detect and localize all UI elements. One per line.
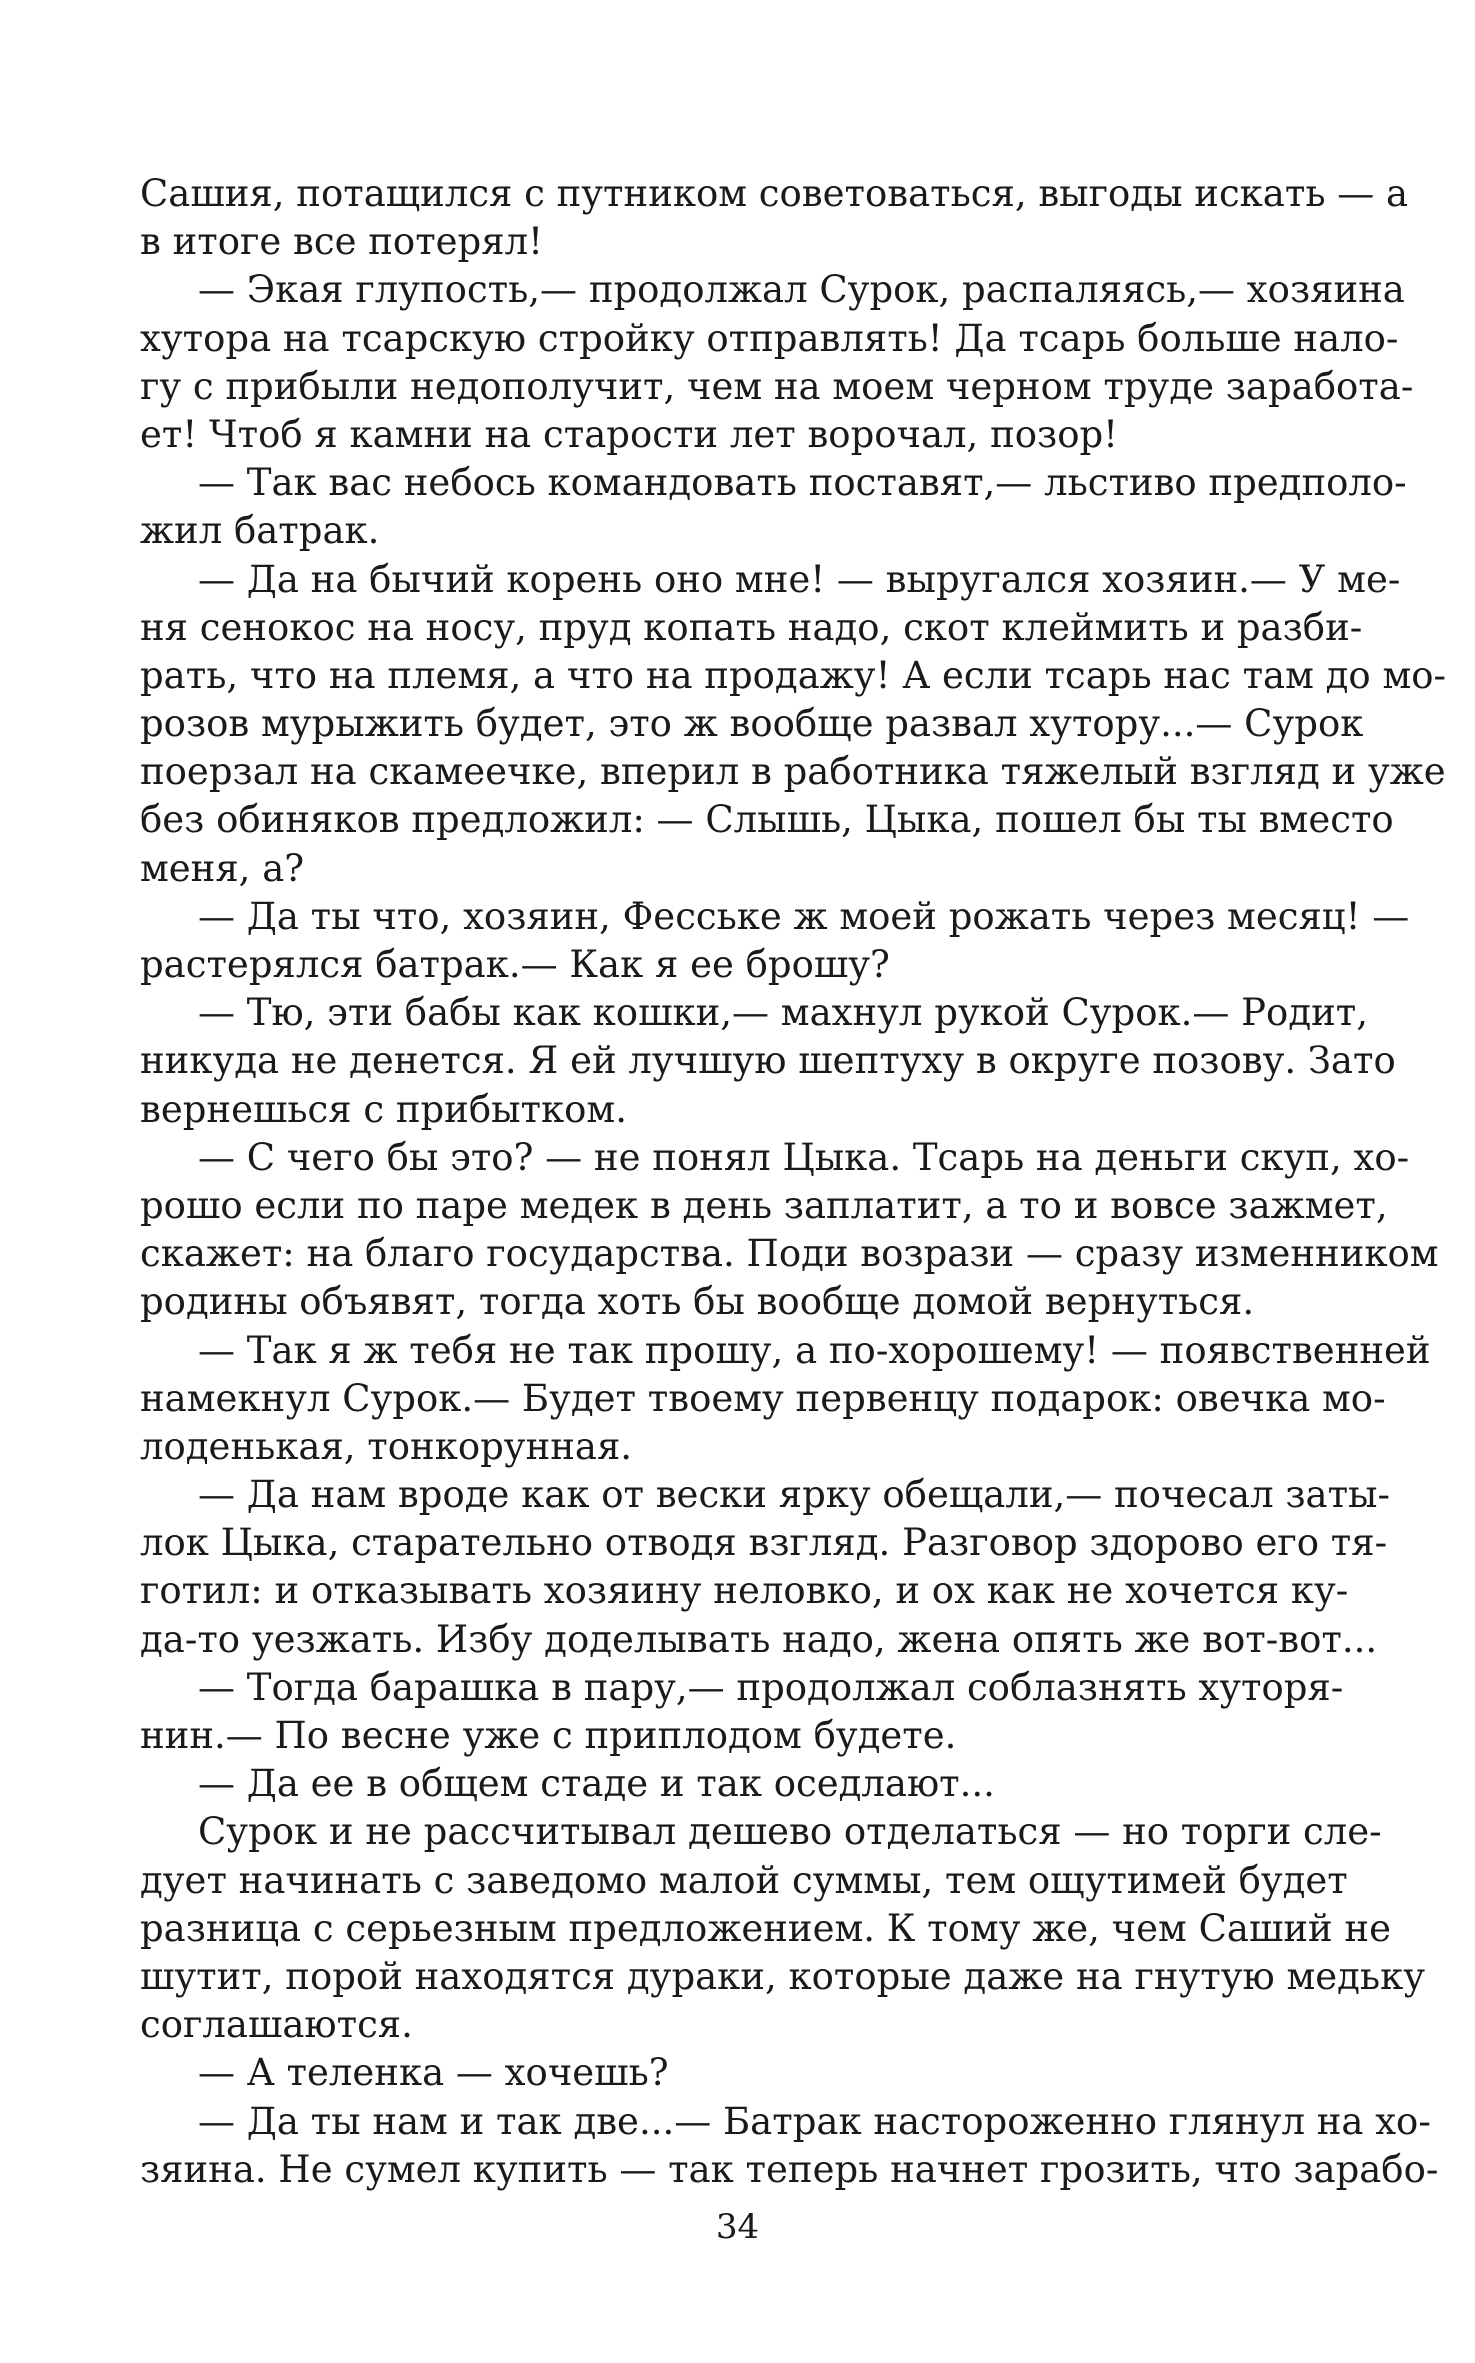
- text-line: меня, а?: [140, 846, 305, 890]
- text-line: — Тю, эти бабы как кошки,— махнул рукой Сурок.— Родит,: [198, 991, 1368, 1035]
- text-line: готил: и отказывать хозяину неловко, и ох как не хочется ку-: [140, 1569, 1349, 1613]
- text-line: рошо если по паре медек в день заплатит, а то и вовсе зажмет,: [140, 1183, 1388, 1227]
- text-line: — Так вас небось командовать поставят,— льстиво предполо-: [198, 461, 1407, 505]
- text-line: ня сенокос на носу, пруд копать надо, скот клеймить и разби-: [140, 605, 1363, 649]
- text-line: скажет: на благо государства. Поди возрази — сразу изменником: [140, 1232, 1439, 1276]
- text-line: растерялся батрак.— Как я ее брошу?: [140, 943, 890, 986]
- text-line: — Да на бычий корень оно мне! — выругался хозяин.— У ме-: [198, 557, 1401, 601]
- text-line: — С чего бы это? — не понял Цыка. Тсарь на деньги скуп, хо-: [198, 1135, 1410, 1179]
- text-line: хутора на тсарскую стройку отправлять! Да тсарь больше нало-: [140, 316, 1399, 360]
- text-line: жил батрак.: [140, 509, 380, 553]
- text-line: дует начинать с заведомо малой суммы, тем ощутимей будет: [140, 1858, 1348, 1902]
- text-line: вернешься с прибытком.: [140, 1087, 627, 1131]
- text-line: в итоге все потерял!: [140, 220, 543, 264]
- text-line: гу с прибыли недополучит, чем на моем черном труде заработа-: [140, 364, 1414, 408]
- text-line: разница с серьезным предложением. К тому же, чем Саший не: [140, 1906, 1391, 1950]
- text-line: намекнул Сурок.— Будет твоему первенцу подарок: овечка мо-: [140, 1376, 1386, 1420]
- text-line: — А теленка — хочешь?: [198, 2051, 669, 2095]
- text-line: рать, что на племя, а что на продажу! А если тсарь нас там до мо-: [140, 653, 1447, 697]
- text-line: — Да ее в общем стаде и так оседлают...: [198, 1762, 995, 1806]
- text-line: — Да ты нам и так две...— Батрак настороженно глянул на хо-: [198, 2099, 1431, 2143]
- text-line: без обиняков предложил: — Слышь, Цыка, пошел бы ты вместо: [140, 798, 1394, 842]
- text-line: да-то уезжать. Избу доделывать надо, жена опять же вот-вот...: [140, 1617, 1378, 1661]
- text-line: Сурок и не рассчитывал дешево отделаться — но торги сле-: [198, 1810, 1382, 1854]
- page-number: 34: [715, 2207, 760, 2247]
- text-line: — Да нам вроде как от вески ярку обещали,— почесал заты-: [198, 1473, 1391, 1517]
- text-line: родины объявят, тогда хоть бы вообще домой вернуться.: [140, 1280, 1255, 1324]
- text-line: зяина. Не сумел купить — так теперь начнет грозить, что зарабо-: [140, 2147, 1439, 2191]
- text-line: шутит, порой находятся дураки, которые даже на гнутую медьку: [140, 1954, 1425, 1998]
- text-line: поерзал на скамеечке, вперил в работника тяжелый взгляд и уже: [140, 750, 1446, 794]
- text-line: розов мурыжить будет, это ж вообще развал хутору...— Сурок: [140, 702, 1364, 746]
- text-line: соглашаются.: [140, 2003, 413, 2047]
- text-line: нин.— По весне уже с приплодом будете.: [140, 1714, 957, 1757]
- body-text: [140, 170, 1447, 2194]
- text-line: лоденькая, тонкорунная.: [140, 1424, 633, 1468]
- text-line: — Экая глупость,— продолжал Сурок, распаляясь,— хозяина: [198, 268, 1405, 312]
- text-line: никуда не денется. Я ей лучшую шептуху в округе позову. Зато: [140, 1039, 1396, 1083]
- text-line: лок Цыка, старательно отводя взгляд. Разговор здорово его тя-: [140, 1521, 1388, 1565]
- text-line: — Так я ж тебя не так прошу, а по-хорошему! — появственней: [198, 1328, 1431, 1372]
- text-line: ет! Чтоб я камни на старости лет ворочал, позор!: [140, 412, 1119, 456]
- text-line: — Да ты что, хозяин, Фесськe ж моей рожать через месяц! —: [198, 894, 1410, 938]
- text-line: Сашия, потащился с путником советоваться, выгоды искать — а: [140, 172, 1409, 215]
- text-line: — Тогда барашка в пару,— продолжал соблазнять хуторя-: [198, 1665, 1344, 1709]
